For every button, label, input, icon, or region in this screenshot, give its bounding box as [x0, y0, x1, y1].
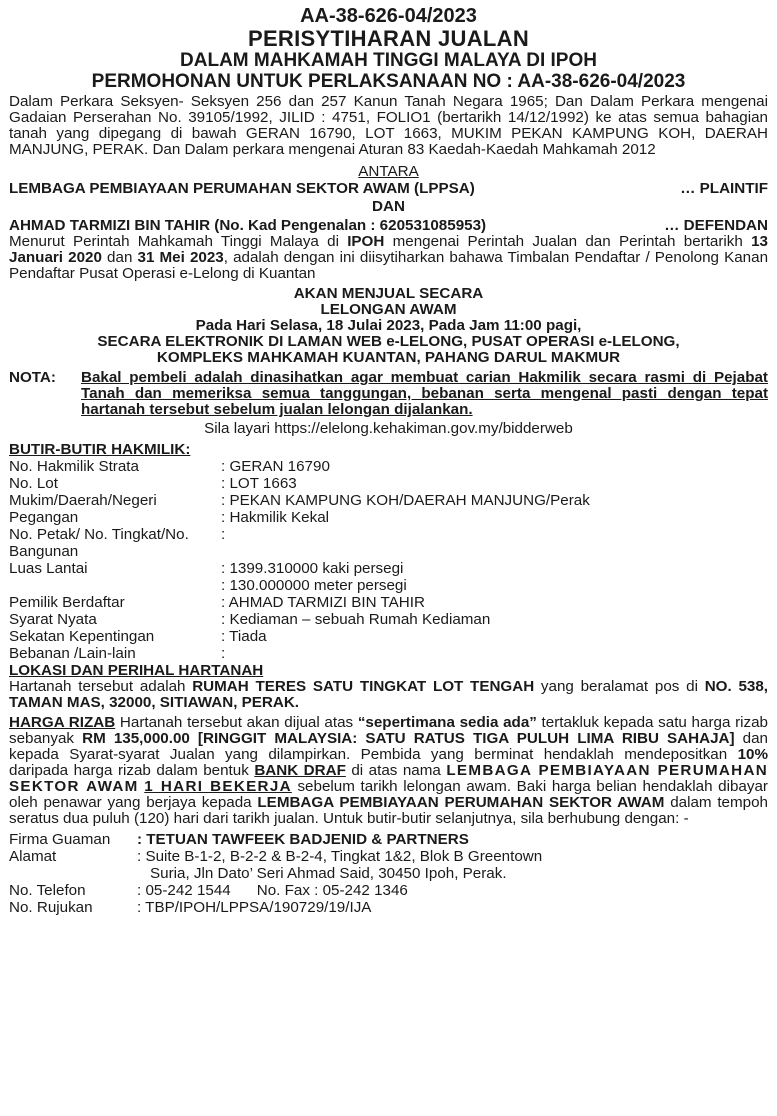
- plaintiff-name: LEMBAGA PEMBIAYAAN PERUMAHAN SEKTOR AWAM (LPPSA): [9, 180, 475, 197]
- application-number: PERMOHONAN UNTUK PERLAKSANAAN NO : AA-38-626-04/2023: [91, 71, 686, 92]
- plaintiff-line: [9, 180, 768, 197]
- title-details-heading: BUTIR-BUTIR HAKMILIK:: [9, 441, 191, 458]
- court-name: DALAM MAHKAMAH TINGGI MALAYA DI IPOH: [180, 50, 597, 71]
- title-row: No. Lot : LOT 1663: [9, 475, 297, 492]
- firm-row: [9, 831, 768, 848]
- title-row: Mukim/Daerah/Negeri : PEKAN KAMPUNG KOH/DAERAH MANJUNG/Perak: [9, 492, 590, 509]
- auction-venue-1: SECARA ELEKTRONIK DI LAMAN WEB e-LELONG, PUSAT OPERASI e-LELONG,: [97, 333, 680, 350]
- firm-value: : TETUAN TAWFEEK BADJENID & PARTNERS: [137, 831, 469, 848]
- defendant-name: AHMAD TARMIZI BIN TAHIR (No. Kad Pengenalan : 620531085953): [9, 217, 487, 234]
- nota-block: [9, 370, 768, 418]
- auction-venue-2: KOMPLEKS MAHKAMAH KUANTAN, PAHANG DARUL MAKMUR: [156, 349, 621, 366]
- nota-text: Bakal pembeli adalah dinasihatkan agar membuat carian Hakmilik secara rasmi di Pejabat Tanah dan memeriksa semua tanggungan, bebanan serta mengenal pasti dengan tepat hartanah tersebut sebelum jualan lelongan dijalankan.: [81, 369, 768, 418]
- reserve-price-heading: HARGA RIZAB: [9, 714, 116, 731]
- title-row: No. Petak/ No. Tingkat/No. Bangunan :: [9, 526, 226, 560]
- order-paragraph: Menurut Perintah Mahkamah Tinggi Malaya di IPOH mengenai Perintah Jualan dan Perintah bertarikh 13 Januari 2020 dan 31 Mei 2023, adalah dengan ini diisytiharkan bahawa Timbalan Pendaftar / Penolong Kanan Pendaftar Pusat Operasi e-Lelong di Kuantan: [9, 233, 769, 282]
- address-line-2: Suria, Jln Dato’ Seri Ahmad Said, 30450 Ipoh, Perak.: [150, 865, 507, 882]
- title-row: Bebanan /Lain-lain :: [9, 645, 226, 662]
- reference-value: : TBP/IPOH/LPPSA/190729/19/IJA: [137, 899, 372, 916]
- auction-line-1: AKAN MENJUAL SECARA: [293, 285, 484, 302]
- phone-row: [9, 882, 768, 899]
- title-row: Luas Lantai : 1399.310000 kaki persegi: [9, 560, 404, 577]
- contact-block: [9, 831, 768, 916]
- document-title: PERISYTIHARAN JUALAN: [247, 26, 530, 51]
- defendant-role: … DEFENDAN: [664, 217, 768, 234]
- title-row: Pemilik Berdaftar : AHMAD TARMIZI BIN TAHIR: [9, 594, 425, 611]
- nota-label: NOTA:: [9, 369, 56, 386]
- reference-row: [9, 899, 768, 916]
- reserve-price-paragraph: HARGA RIZAB Hartanah tersebut akan dijual atas “sepertimana sedia ada” tertakluk kepada satu harga rizab sebanyak RM 135,000.00 [RINGGIT MALAYSIA: SATU RATUS TIGA PULUH LIMA RIBU SAHAJA] dan kepada Syarat-syarat Jualan yang dilampirkan. Pembida yang berminat hendaklah mendepositkan 10% daripada harga rizab dalam bentuk BANK DRAF di atas nama LEMBAGA PEMBIAYAAN PERUMAHAN SEKTOR AWAM 1 HARI BEKERJA sebelum tarikh lelongan awam. Baki harga belian hendaklah dibayar oleh penawar yang berjaya kepada LEMBAGA PEMBIAYAAN PERUMAHAN SEKTOR AWAM dalam tempoh seratus dua puluh (120) hari dari tarikh jualan. Untuk butir-butir selanjutnya, sila berhubung dengan: -: [9, 714, 769, 827]
- phone-label: No. Telefon: [9, 882, 86, 899]
- intro-paragraph: Dalam Perkara Seksyen- Seksyen 256 dan 257 Kanun Tanah Negara 1965; Dan Dalam Perkara mengenai Gadaian Perserahan No. 39105/1992, JILID : 4751, FOLIO1 (bertarikh 14/12/1992) ke atas semua bahagian tanah yang dipegang di bawah GERAN 16790, LOT 1663, MUKIM PEKAN KAMPUNG KOH, DAERAH MANJUNG, PERAK. Dan Dalam perkara mengenai Aturan 83 Kaedah-Kaedah Mahkamah 2012: [9, 93, 768, 158]
- visit-website: Sila layari https://elelong.kehakiman.gov.my/bidderweb: [204, 420, 573, 437]
- title-row: Syarat Nyata : Kediaman – sebuah Rumah Kediaman: [9, 611, 491, 628]
- title-details-table: [9, 458, 768, 662]
- auction-line-2: LELONGAN AWAM: [320, 301, 457, 318]
- firm-label: Firma Guaman: [9, 831, 111, 848]
- defendant-line: [9, 217, 768, 234]
- fax-value: No. Fax : 05-242 1346: [256, 882, 408, 899]
- case-number: AA-38-626-04/2023: [300, 5, 477, 27]
- location-heading: LOKASI DAN PERIHAL HARTANAH: [9, 662, 264, 679]
- address-line-1: : Suite B-1-2, B-2-2 & B-2-4, Tingkat 1&2, Blok B Greentown: [137, 848, 543, 865]
- title-row: Sekatan Kepentingan : Tiada: [9, 628, 267, 645]
- address-row-2: [9, 865, 768, 882]
- and-label: DAN: [372, 198, 405, 215]
- plaintiff-role: … PLAINTIF: [680, 180, 768, 197]
- title-row: Pegangan : Hakmilik Kekal: [9, 509, 330, 526]
- title-row: : 130.000000 meter persegi: [221, 577, 407, 594]
- address-row: [9, 848, 768, 865]
- auction-date: Pada Hari Selasa, 18 Julai 2023, Pada Jam 11:00 pagi,: [195, 317, 582, 334]
- phone-value: : 05-242 1544: [137, 882, 231, 899]
- reference-label: No. Rujukan: [9, 899, 93, 916]
- title-row: No. Hakmilik Strata : GERAN 16790: [9, 458, 330, 475]
- between-label: ANTARA: [358, 163, 419, 180]
- address-label: Alamat: [9, 848, 57, 865]
- location-paragraph: Hartanah tersebut adalah RUMAH TERES SATU TINGKAT LOT TENGAH yang beralamat pos di NO. 538, TAMAN MAS, 32000, SITIAWAN, PERAK.: [9, 678, 769, 711]
